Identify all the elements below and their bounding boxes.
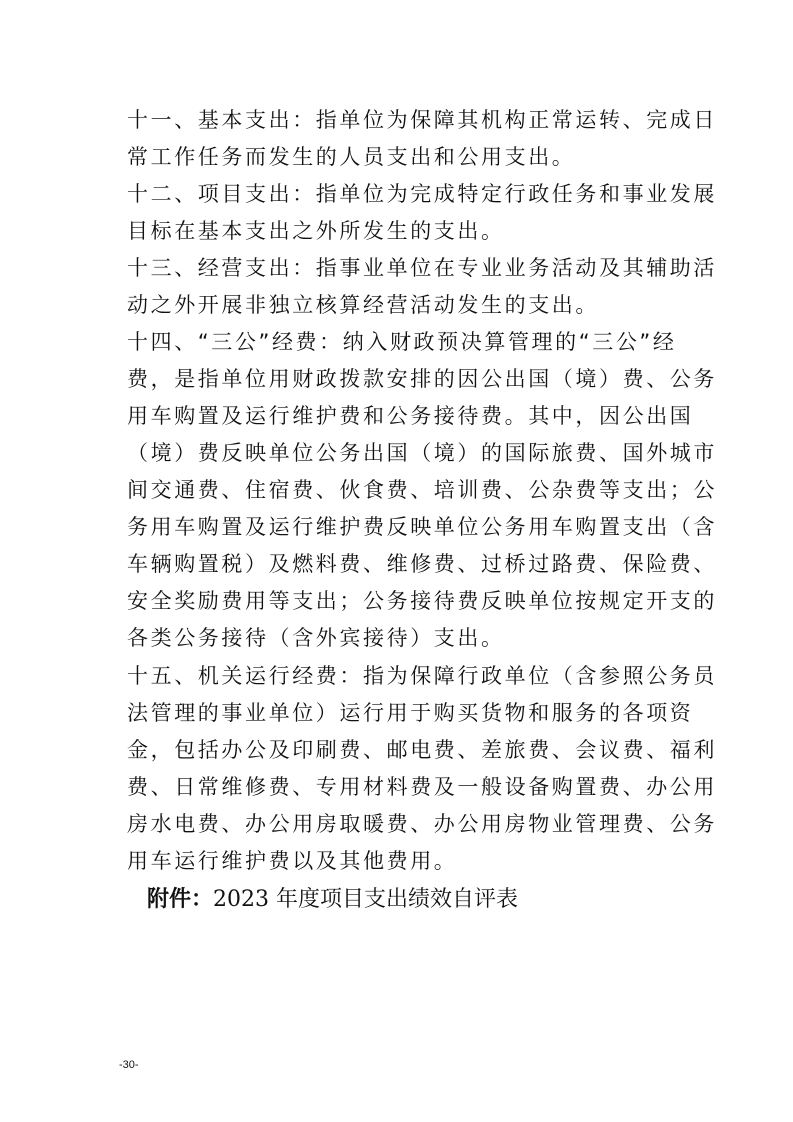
paragraph-12-line-1: 十二、项目支出：指单位为完成特定行政任务和事业发展	[127, 182, 717, 206]
paragraph-13-line-2: 动之外开展非独立核算经营活动发生的支出。	[127, 293, 599, 317]
attachment-label: 附件：	[147, 887, 214, 912]
paragraph-15-line-1: 十五、机关运行经费：指为保障行政单位（含参照公务员	[127, 664, 717, 688]
paragraph-15-line-2: 法管理的事业单位）运行用于购买货物和服务的各项资	[127, 701, 694, 725]
paragraph-14-line-8: 安全奖励费用等支出；公务接待费反映单位按规定开支的	[127, 589, 717, 613]
paragraph-14-line-3: 用车购置及运行维护费和公务接待费。其中，因公出国	[127, 404, 694, 428]
paragraph-14-line-2: 费，是指单位用财政拨款安排的因公出国（境）费、公务	[127, 367, 717, 391]
paragraph-11-line-1: 十一、基本支出：指单位为保障其机构正常运转、完成日	[127, 108, 717, 132]
attachment-title: 2023 年度项目支出绩效自评表	[213, 887, 518, 912]
paragraph-12-line-2: 目标在基本支出之外所发生的支出。	[127, 219, 505, 243]
attachment-line	[147, 884, 518, 916]
paragraph-14-line-1: 十四、“三公”经费：纳入财政预决算管理的“三公”经	[127, 330, 677, 354]
paragraph-13-line-1: 十三、经营支出：指事业单位在专业业务活动及其辅助活	[127, 256, 717, 280]
page-number: -30-	[119, 1059, 139, 1071]
paragraph-11-line-2: 常工作任务而发生的人员支出和公用支出。	[127, 145, 576, 169]
paragraph-15-line-3: 金，包括办公及印刷费、邮电费、差旅费、会议费、福利	[127, 738, 717, 762]
paragraph-14-line-7: 车辆购置税）及燃料费、维修费、过桥过路费、保险费、	[127, 552, 717, 576]
paragraph-14-line-9: 各类公务接待（含外宾接待）支出。	[127, 626, 505, 650]
paragraph-14-line-5: 间交通费、住宿费、伙食费、培训费、公杂费等支出；公	[127, 478, 717, 502]
paragraph-15-line-6: 用车运行维护费以及其他费用。	[127, 849, 458, 873]
paragraph-14-line-6: 务用车购置及运行维护费反映单位公务用车购置支出（含	[127, 515, 717, 539]
paragraph-14-line-4: （境）费反映单位公务出国（境）的国际旅费、国外城市	[127, 441, 717, 465]
paragraph-15-line-5: 房水电费、办公用房取暖费、办公用房物业管理费、公务	[127, 812, 717, 836]
paragraph-15-line-4: 费、日常维修费、专用材料费及一般设备购置费、办公用	[127, 775, 717, 799]
